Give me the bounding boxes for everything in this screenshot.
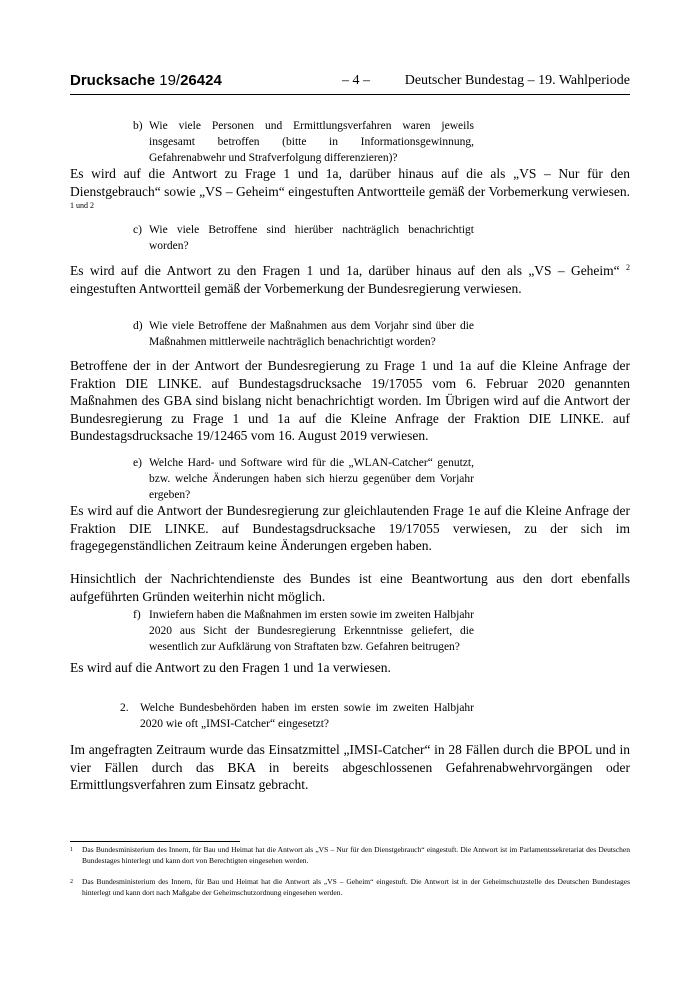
parliament-label: Deutscher Bundestag – 19. Wahlperiode <box>404 73 630 88</box>
footnote-ref: 1 und 2 <box>70 201 94 210</box>
footnote-text: Das Bundesministerium des Innern, für Bau und Heimat hat die Antwort als „VS – Geheim“ eingestuft. Die Antwort ist in der Geheimschutzstelle des Deutschen Bundestages hinterlegt und kann dort nach Maßgabe der Geheimschutzordnung eingesehen werden. <box>82 877 630 897</box>
page-header <box>70 72 630 92</box>
answer-b <box>70 165 630 218</box>
answer-e-2: Hinsichtlich der Nachrichtendienste des Bundes ist eine Beantwortung aus den dort ebenfalls aufgeführten Gründen weiterhin nicht möglich. <box>70 571 630 604</box>
question-text: Inwiefern haben die Maßnahmen im ersten sowie im zweiten Halbjahr 2020 aus Sicht der Bundesregierung Erkenntnisse geliefert, die wesentlich zur Aufklärung von Straftaten bzw. Gefahren beitrugen? <box>149 609 474 653</box>
page-number: – 4 – <box>342 73 370 88</box>
answer-text: Es wird auf die Antwort zu den Fragen 1 und 1a, darüber hinaus auf den als „VS – Geheim“ <box>70 263 620 278</box>
question-text: Wie viele Betroffene der Maßnahmen aus dem Vorjahr sind über die Maßnahmen mittlerweile nachträglich benachrichtigt worden? <box>149 320 474 348</box>
footnote-text: Das Bundesministerium des Innern, für Bau und Heimat hat die Antwort als „VS – Nur für den Dienstgebrauch“ eingestuft. Die Antwort ist im Parlamentssekretariat des Deutschen Bundestages hinterlegt und kann dort von Berechtigten eingesehen werden. <box>82 845 630 865</box>
doc-label: Drucksache <box>70 72 156 89</box>
question-e <box>133 455 474 505</box>
answer-text: eingestuften Antwortteil gemäß der Vorbemerkung der Bundesregierung verwiesen. <box>70 280 522 296</box>
footnote-2 <box>70 877 630 909</box>
question-text: Welche Hard- und Software wird für die „WLAN-Catcher“ genutzt, bzw. welche Änderungen haben sich hierzu gegenüber dem Vorjahr ergeben? <box>149 457 474 501</box>
answer-f: Es wird auf die Antwort zu den Fragen 1 und 1a verwiesen. <box>70 660 391 675</box>
doc-num-suffix: 26424 <box>180 72 222 89</box>
question-letter: f) <box>133 609 141 621</box>
document-number <box>70 72 222 89</box>
footnote-ref: 2 <box>626 263 631 272</box>
footnote-rule <box>70 841 240 842</box>
question-letter: c) <box>133 224 142 236</box>
answer-2: Im angefragten Zeitraum wurde das Einsatzmittel „IMSI-Catcher“ in 28 Fällen durch die BPOL und in vier Fällen durch das BKA in bereits abgeschlossenen Gefahrenabwehrvorgängen oder Ermittlungsverfahren zum Einsatz gebracht. <box>70 742 630 792</box>
answer-e-1: Es wird auf die Antwort der Bundesregierung zur gleichlautenden Frage 1e auf die Kleine Anfrage der Fraktion DIE LINKE. auf Bundestagsdrucksache 19/17055 verwiesen, zu der sich im fragegegenständlichen Zeitraum keine Änderungen ergeben haben. <box>70 503 630 553</box>
question-letter: b) <box>133 120 143 132</box>
question-d <box>133 318 474 352</box>
answer-d: Betroffene der in der Antwort der Bundesregierung zu Frage 1 und 1a auf die Kleine Anfrage der Fraktion DIE LINKE. auf Bundestagsdrucksache 19/17055 vom 6. Februar 2020 genannten Maßnahmen des GBA sind bislang nicht benachrichtigt worden. Im Übrigen wird auf die Antwort der Bundesregierung zu Frage 1 und 1a auf die Kleine Anfrage der Fraktion DIE LINKE. auf Bundestagsdrucksache 19/12465 vom 16. August 2019 verwiesen. <box>70 358 630 443</box>
question-letter: d) <box>133 320 143 332</box>
question-b <box>133 118 474 168</box>
question-text: Wie viele Betroffene sind hierüber nachträglich benachrichtigt worden? <box>149 224 474 252</box>
question-c <box>133 222 474 256</box>
question-text: Wie viele Personen und Ermittlungsverfahren waren jeweils insgesamt betroffen (bitte in Informationsgewinnung, Gefahrenabwehr und Strafverfolgung differenzieren)? <box>149 120 474 164</box>
question-f <box>133 607 474 657</box>
doc-num-prefix: 19/ <box>159 72 181 89</box>
header-rule <box>70 94 630 95</box>
answer-c <box>70 262 630 297</box>
question-letter: e) <box>133 457 142 469</box>
footnote-1 <box>70 845 630 877</box>
answer-text: Es wird auf die Antwort zu Frage 1 und 1a, darüber hinaus auf die als „VS – Nur für den Dienstgebrauch“ sowie „VS – Geheim“ eingestuften Antwortteile gemäß der Vorbemerkung verwiesen. <box>70 166 630 199</box>
footnote-number: 2 <box>70 879 73 885</box>
question-number: 2. <box>120 702 129 714</box>
footnote-number: 1 <box>70 847 73 853</box>
question-text: Welche Bundesbehörden haben im ersten sowie im zweiten Halbjahr 2020 wie oft „IMSI-Catcher“ eingesetzt? <box>140 702 474 730</box>
question-2 <box>120 700 474 734</box>
